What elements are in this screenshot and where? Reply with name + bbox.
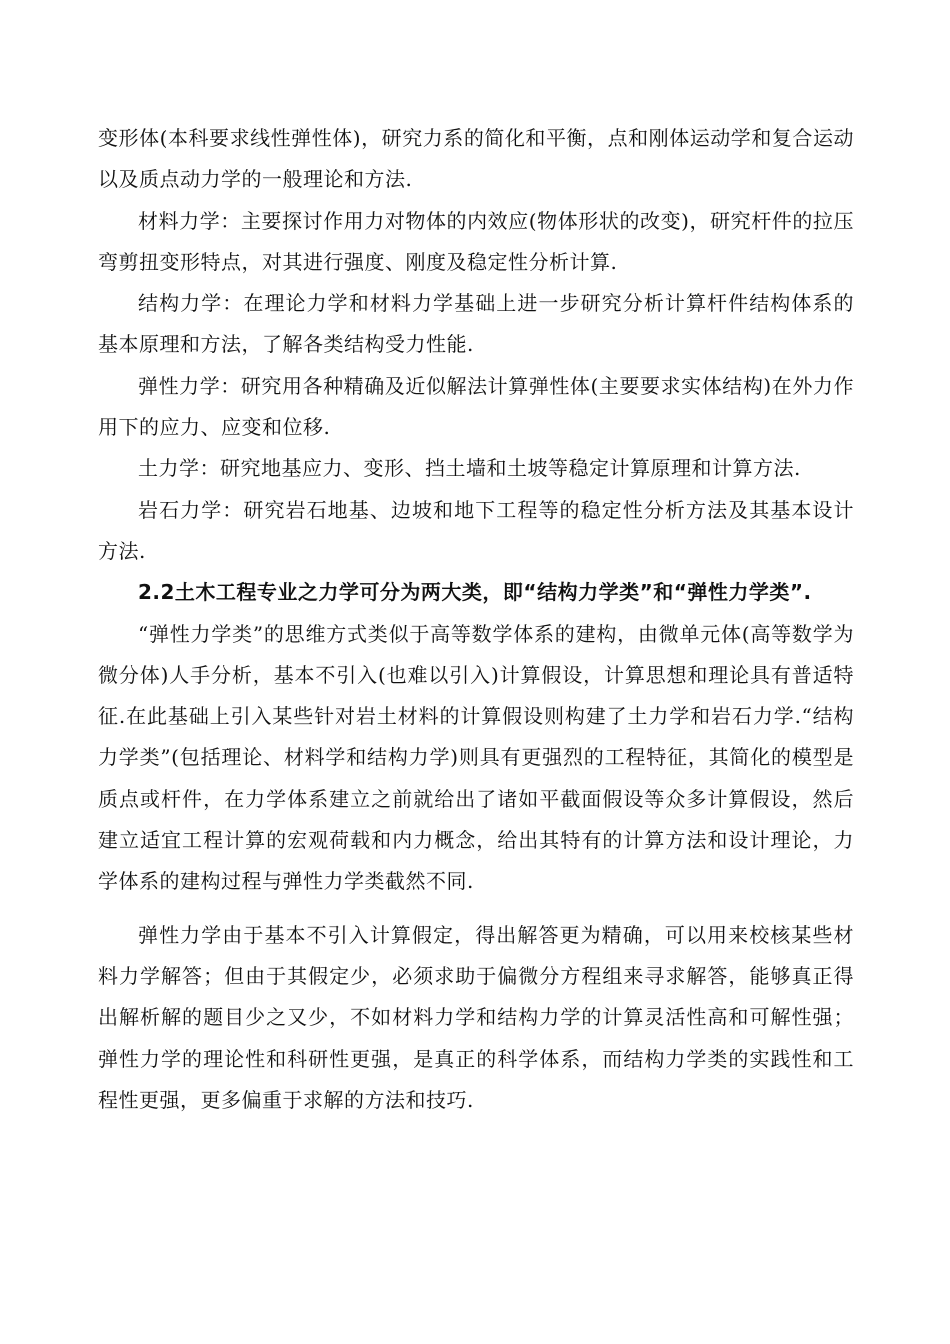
paragraph-material-mechanics: 材料力学：主要探讨作用力对物体的内效应(物体形状的改变)，研究杆件的拉压弯剪扭变形特点，对其进行强度、刚度及稳定性分析计算. (98, 208, 854, 274)
paragraph-comparison: 弹性力学由于基本不引入计算假定，得出解答更为精确，可以用来校核某些材料力学解答；但由于其假定少，必须求助于偏微分方程组来寻求解答，能够真正得出解析解的题目少之又少，不如材料力学和结构力学的计算灵活性高和可解性强；弹性力学的理论性和科研性更强，是真正的科学体系，而结构力学类的实践性和工程性更强，更多偏重于求解的方法和技巧. (98, 922, 854, 1112)
paragraph-rock-mechanics: 岩石力学：研究岩石地基、边坡和地下工程等的稳定性分析方法及其基本设计方法. (98, 497, 854, 563)
paragraph-theoretical-mechanics-continued: 变形体(本科要求线性弹性体)，研究力系的简化和平衡，点和刚体运动学和复合运动以及质点动力学的一般理论和方法. (98, 126, 854, 192)
paragraph-elastic-mechanics: 弹性力学：研究用各种精确及近似解法计算弹性体(主要要求实体结构)在外力作用下的应力、应变和位移. (98, 373, 854, 440)
body-text (98, 118, 854, 1121)
paragraph-structural-mechanics: 结构力学：在理论力学和材料力学基础上进一步研究分析计算杆件结构体系的基本原理和方法，了解各类结构受力性能. (98, 291, 854, 357)
paragraph-soil-mechanics: 土力学：研究地基应力、变形、挡土墙和土坡等稳定计算原理和计算方法. (138, 456, 801, 481)
section-heading-2-2: 2.2土木工程专业之力学可分为两大类，即“结构力学类”和“弹性力学类”. (138, 580, 812, 605)
paragraph-elastic-vs-structural: “弹性力学类”的思维方式类似于高等数学体系的建构，由微单元体(高等数学为微分体)人手分析，基本不引入(也难以引入)计算假设，计算思想和理论具有普适特征.在此基础上引入某些针对岩土材料的计算假设则构建了土力学和岩石力学.“结构力学类”(包括理论、材料学和结构力学)则具有更强烈的工程特征，其简化的模型是质点或杆件，在力学体系建立之前就给出了诸如平截面假设等众多计算假设，然后建立适宜工程计算的宏观荷载和内力概念，给出其特有的计算方法和设计理论，力学体系的建构过程与弹性力学类截然不同. (98, 621, 854, 894)
